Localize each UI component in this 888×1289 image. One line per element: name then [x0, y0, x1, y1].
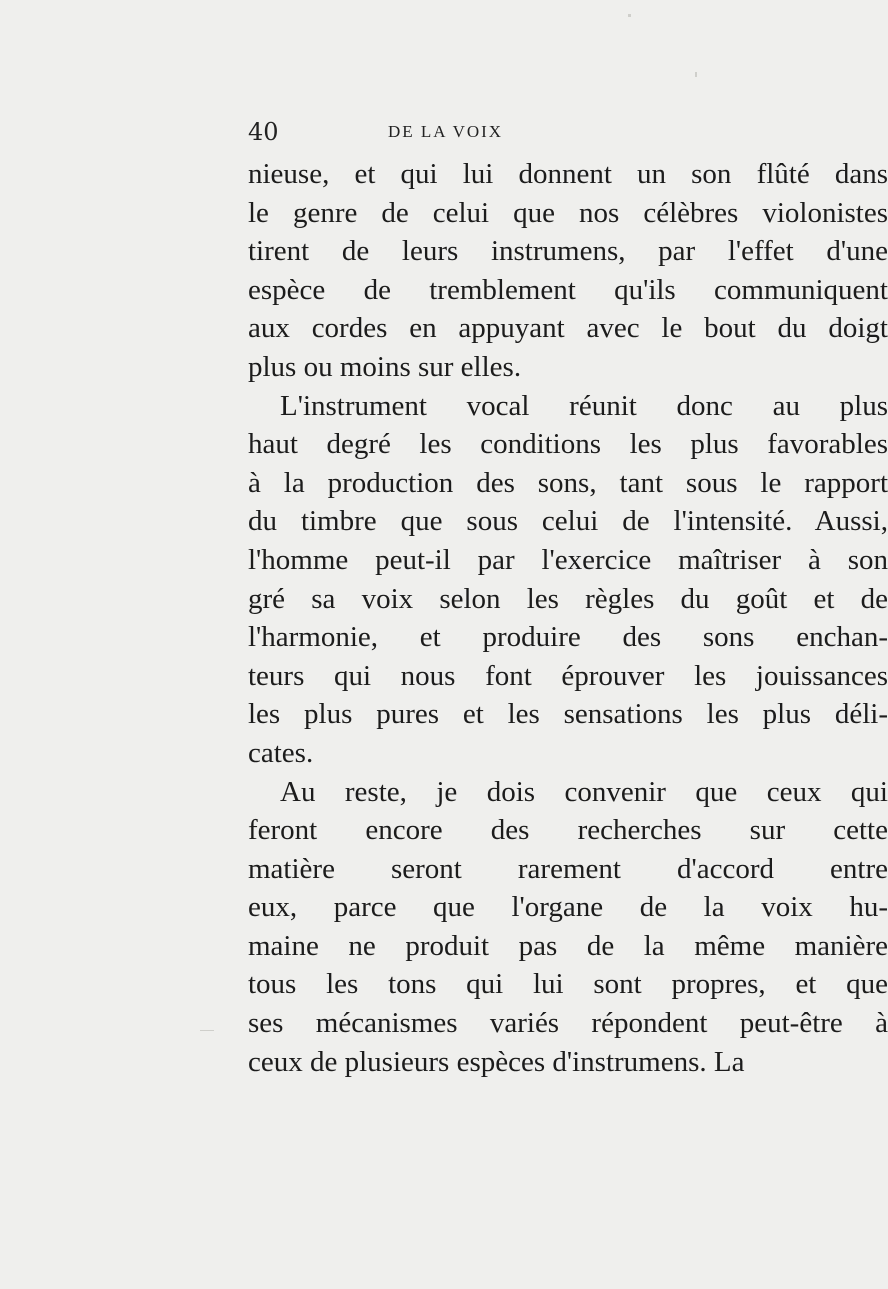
text-line: espèce de tremblement qu'ils communiquent	[248, 273, 888, 306]
text-line: l'harmonie, et produire des sons enchan-	[248, 621, 888, 654]
text-line: maine ne produit pas de la même manière	[248, 929, 888, 962]
text-line: tirent de leurs instrumens, par l'effet d'une	[248, 235, 888, 268]
text-line: les plus pures et les sensations les plus déli-	[248, 698, 888, 731]
body-text	[248, 155, 888, 1081]
text-line: à la production des sons, tant sous le rapport	[248, 466, 888, 499]
text-line: feront encore des recherches sur cette	[248, 814, 888, 847]
paper-speck	[628, 14, 631, 17]
text-line: Au reste, je dois convenir que ceux qui	[280, 775, 888, 808]
text-line: plus ou moins sur elles.	[248, 350, 522, 383]
running-title: DE LA VOIX	[388, 122, 504, 141]
paper-speck	[200, 1030, 214, 1031]
page-number: 40	[248, 118, 279, 146]
text-line: eux, parce que l'organe de la voix hu-	[248, 891, 888, 924]
text-line: aux cordes en appuyant avec le bout du doigt	[248, 312, 888, 345]
text-line: cates.	[248, 736, 314, 769]
text-line: ceux de plusieurs espèces d'instrumens. La	[248, 1045, 745, 1078]
running-header	[248, 118, 868, 148]
paper-speck	[695, 72, 697, 77]
text-line: gré sa voix selon les règles du goût et de	[248, 582, 888, 615]
text-line: nieuse, et qui lui donnent un son flûté dans	[248, 158, 888, 190]
text-line: du timbre que sous celui de l'intensité. Aussi,	[248, 505, 888, 538]
text-line: haut degré les conditions les plus favorables	[248, 428, 888, 461]
text-line: le genre de celui que nos célèbres violonistes	[248, 196, 888, 229]
text-line: l'homme peut-il par l'exercice maîtriser à son	[248, 543, 888, 576]
text-line: teurs qui nous font éprouver les jouissances	[248, 659, 888, 692]
text-line: L'instrument vocal réunit donc au plus	[280, 389, 888, 422]
text-line: ses mécanismes variés répondent peut-être à	[248, 1007, 888, 1040]
text-line: matière seront rarement d'accord entre	[248, 852, 888, 885]
text-line: tous les tons qui lui sont propres, et que	[248, 968, 888, 1001]
